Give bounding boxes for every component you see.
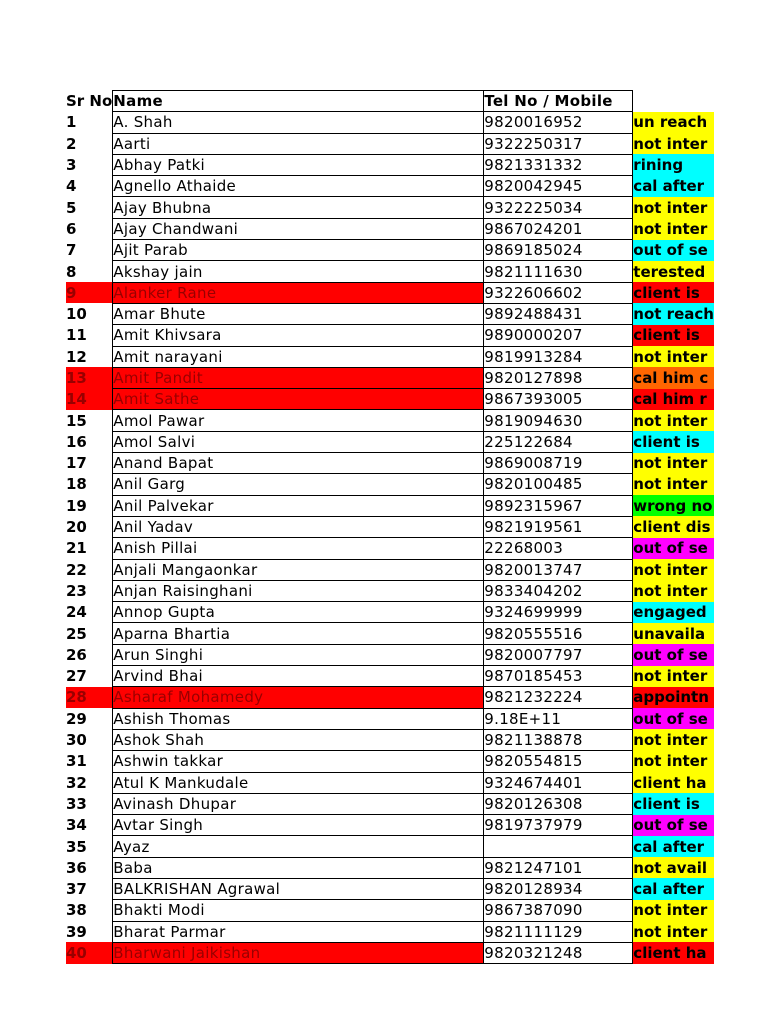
row-name[interactable]: Aarti: [113, 133, 484, 154]
row-tel[interactable]: 9867024201: [484, 218, 633, 239]
row-status[interactable]: engaged: [633, 602, 714, 623]
row-status[interactable]: not inter: [633, 410, 714, 431]
row-name[interactable]: Arun Singhi: [113, 644, 484, 665]
row-status[interactable]: out of se: [633, 644, 714, 665]
row-tel[interactable]: 9820126308: [484, 793, 633, 814]
row-sr-no[interactable]: 29: [66, 709, 87, 728]
table-body: [66, 91, 714, 964]
header-status[interactable]: [633, 91, 714, 112]
row-sr-no[interactable]: 20: [66, 518, 87, 537]
row-sr-no[interactable]: 38: [66, 901, 87, 920]
table-row: [66, 112, 714, 133]
row-sr-no[interactable]: 9: [66, 282, 113, 303]
row-name[interactable]: Amar Bhute: [113, 303, 484, 324]
table-row: [66, 197, 714, 218]
table-row: [66, 836, 714, 857]
row-sr-no[interactable]: 23: [66, 581, 87, 600]
table-row: [66, 602, 714, 623]
row-name[interactable]: Amit Sathe: [113, 389, 484, 410]
row-name[interactable]: Ajay Bhubna: [113, 197, 484, 218]
table-row: [66, 495, 714, 516]
row-sr-no[interactable]: 11: [66, 326, 87, 345]
row-tel[interactable]: 9821247101: [484, 857, 633, 878]
table-row: [66, 857, 714, 878]
table-row: [66, 793, 714, 814]
table-row: [66, 644, 714, 665]
table-row: [66, 772, 714, 793]
row-sr-no[interactable]: 17: [66, 454, 87, 473]
row-tel[interactable]: 9322606602: [484, 282, 633, 303]
row-status[interactable]: out of se: [633, 538, 714, 559]
row-name[interactable]: Amit Khivsara: [113, 325, 484, 346]
row-sr-no[interactable]: 5: [66, 198, 77, 217]
row-tel[interactable]: 9819094630: [484, 410, 633, 431]
row-status[interactable]: not inter: [633, 453, 714, 474]
row-sr-no[interactable]: 34: [66, 816, 87, 835]
row-tel[interactable]: 9821232224: [484, 687, 633, 708]
row-status[interactable]: client ha: [633, 772, 714, 793]
row-status[interactable]: client dis: [633, 516, 714, 537]
row-status[interactable]: cal after: [633, 878, 714, 899]
row-sr-no[interactable]: 8: [66, 262, 77, 281]
row-status[interactable]: cal him r: [633, 389, 714, 410]
table-row: [66, 751, 714, 772]
row-tel[interactable]: 9819737979: [484, 815, 633, 836]
row-name[interactable]: Ashish Thomas: [113, 708, 484, 729]
row-status[interactable]: not inter: [633, 559, 714, 580]
table-row: [66, 367, 714, 388]
row-tel[interactable]: 9322250317: [484, 133, 633, 154]
row-status[interactable]: client is: [633, 325, 714, 346]
row-sr-no[interactable]: 6: [66, 219, 77, 238]
row-name[interactable]: Asharaf Mohamedy: [113, 687, 484, 708]
row-status[interactable]: not inter: [633, 921, 714, 942]
row-name[interactable]: Avtar Singh: [113, 815, 484, 836]
row-status[interactable]: client is: [633, 282, 714, 303]
row-tel[interactable]: 9.18E+11: [484, 708, 633, 729]
row-name[interactable]: Anjali Mangaonkar: [113, 559, 484, 580]
row-name[interactable]: Baba: [113, 857, 484, 878]
row-name[interactable]: Atul K Mankudale: [113, 772, 484, 793]
row-name[interactable]: Amol Pawar: [113, 410, 484, 431]
row-name[interactable]: Anil Palvekar: [113, 495, 484, 516]
row-tel[interactable]: 9890000207: [484, 325, 633, 346]
row-name[interactable]: Abhay Patki: [113, 154, 484, 175]
row-sr-no[interactable]: 36: [66, 858, 87, 877]
table-row: [66, 815, 714, 836]
row-name[interactable]: Bhakti Modi: [113, 900, 484, 921]
row-status[interactable]: not inter: [633, 580, 714, 601]
row-tel[interactable]: 9892488431: [484, 303, 633, 324]
row-tel[interactable]: 9324674401: [484, 772, 633, 793]
row-status[interactable]: not avail: [633, 857, 714, 878]
row-status[interactable]: not inter: [633, 729, 714, 750]
table-row: [66, 303, 714, 324]
row-status[interactable]: client is: [633, 793, 714, 814]
row-status[interactable]: not inter: [633, 218, 714, 239]
row-status[interactable]: client ha: [633, 942, 714, 963]
row-sr-no[interactable]: 14: [66, 389, 113, 410]
row-tel[interactable]: 22268003: [484, 538, 633, 559]
row-sr-no[interactable]: 25: [66, 624, 87, 643]
row-sr-no[interactable]: 39: [66, 922, 87, 941]
row-tel[interactable]: 9821111630: [484, 261, 633, 282]
row-sr-no[interactable]: 32: [66, 773, 87, 792]
row-status[interactable]: not inter: [633, 346, 714, 367]
table-row: [66, 154, 714, 175]
row-status[interactable]: cal after: [633, 836, 714, 857]
table-row: [66, 878, 714, 899]
row-sr-no[interactable]: 7: [66, 241, 77, 260]
row-status[interactable]: out of se: [633, 815, 714, 836]
row-sr-no[interactable]: 31: [66, 752, 87, 771]
spreadsheet-table: [66, 90, 714, 964]
header-sr-no[interactable]: Sr No: [66, 92, 113, 111]
table-row: [66, 218, 714, 239]
table-row: [66, 623, 714, 644]
table-row: [66, 708, 714, 729]
row-tel[interactable]: 9820555516: [484, 623, 633, 644]
row-sr-no[interactable]: 16: [66, 432, 87, 451]
row-name[interactable]: Amit Pandit: [113, 367, 484, 388]
row-tel[interactable]: 9869008719: [484, 453, 633, 474]
row-tel[interactable]: 9867393005: [484, 389, 633, 410]
row-status[interactable]: wrong no: [633, 496, 713, 515]
row-status[interactable]: not inter: [633, 751, 714, 772]
row-tel[interactable]: 9820013747: [484, 559, 633, 580]
row-tel[interactable]: 9820127898: [484, 367, 633, 388]
row-tel[interactable]: 9820100485: [484, 474, 633, 495]
row-status[interactable]: not inter: [633, 474, 714, 495]
table-row: [66, 580, 714, 601]
header-name[interactable]: Name: [113, 91, 484, 112]
row-sr-no[interactable]: 21: [66, 539, 87, 558]
row-tel[interactable]: 9820321248: [484, 942, 633, 963]
row-name[interactable]: Avinash Dhupar: [113, 793, 484, 814]
row-status[interactable]: client is: [633, 431, 714, 452]
row-tel[interactable]: 9324699999: [484, 602, 633, 623]
table-row: [66, 133, 714, 154]
row-tel[interactable]: 9821111129: [484, 921, 633, 942]
row-name[interactable]: Anil Yadav: [113, 516, 484, 537]
table-row: [66, 282, 714, 303]
row-tel[interactable]: 9322225034: [484, 197, 633, 218]
table-row: [66, 261, 714, 282]
row-sr-no[interactable]: 24: [66, 603, 87, 622]
row-sr-no[interactable]: 3: [66, 156, 77, 175]
table-row: [66, 389, 714, 410]
row-status[interactable]: un reach: [633, 112, 714, 133]
table-row: [66, 559, 714, 580]
row-tel[interactable]: 9820042945: [484, 176, 633, 197]
row-sr-no[interactable]: 12: [66, 347, 87, 366]
row-sr-no[interactable]: 30: [66, 731, 87, 750]
table-row: [66, 942, 714, 963]
header-row: [66, 91, 714, 112]
row-tel[interactable]: 9869185024: [484, 240, 633, 261]
row-status[interactable]: not reach: [633, 305, 714, 324]
row-name[interactable]: Anand Bapat: [113, 453, 484, 474]
row-status[interactable]: not inter: [633, 133, 714, 154]
row-status[interactable]: not inter: [633, 666, 714, 687]
row-name[interactable]: Ayaz: [113, 836, 484, 857]
row-tel[interactable]: 9833404202: [484, 580, 633, 601]
row-name[interactable]: Bharat Parmar: [113, 921, 484, 942]
row-name[interactable]: Arvind Bhai: [113, 666, 484, 687]
table-row: [66, 325, 714, 346]
row-status[interactable]: unavaila: [633, 623, 714, 644]
row-tel[interactable]: 9820007797: [484, 644, 633, 665]
table-row: [66, 921, 714, 942]
row-sr-no[interactable]: 35: [66, 837, 87, 856]
row-sr-no[interactable]: 22: [66, 560, 87, 579]
row-status[interactable]: cal him c: [633, 367, 714, 388]
table-row: [66, 410, 714, 431]
table-row: [66, 346, 714, 367]
row-name[interactable]: Agnello Athaide: [113, 176, 484, 197]
row-name[interactable]: BALKRISHAN Agrawal: [113, 878, 484, 899]
row-status[interactable]: rining: [633, 154, 714, 175]
row-sr-no[interactable]: 2: [66, 134, 77, 153]
table-row: [66, 516, 714, 537]
row-tel[interactable]: 9821331332: [484, 154, 633, 175]
row-tel[interactable]: 9892315967: [484, 495, 633, 516]
row-status[interactable]: terested: [633, 261, 714, 282]
table-row: [66, 538, 714, 559]
row-name[interactable]: Amol Salvi: [113, 431, 484, 452]
row-tel[interactable]: 9821919561: [484, 516, 633, 537]
row-status[interactable]: not inter: [633, 900, 714, 921]
table-row: [66, 666, 714, 687]
table-row: [66, 474, 714, 495]
row-tel[interactable]: 9820554815: [484, 751, 633, 772]
row-sr-no[interactable]: 27: [66, 667, 87, 686]
row-status[interactable]: out of se: [633, 240, 714, 261]
row-tel[interactable]: 9867387090: [484, 900, 633, 921]
table-row: [66, 240, 714, 261]
row-tel[interactable]: 9820128934: [484, 878, 633, 899]
row-status[interactable]: appointn: [633, 687, 714, 708]
row-status[interactable]: out of se: [633, 708, 714, 729]
row-sr-no[interactable]: 1: [66, 113, 77, 132]
row-sr-no[interactable]: 28: [66, 687, 113, 708]
row-sr-no[interactable]: 19: [66, 496, 87, 515]
table-row: [66, 687, 714, 708]
row-name[interactable]: Ashwin takkar: [113, 751, 484, 772]
row-name[interactable]: Amit narayani: [113, 346, 484, 367]
table-row: [66, 176, 714, 197]
row-tel[interactable]: 9820016952: [484, 112, 633, 133]
table-row: [66, 900, 714, 921]
row-name[interactable]: Annop Gupta: [113, 602, 484, 623]
row-status[interactable]: cal after: [633, 176, 714, 197]
row-tel[interactable]: 9821138878: [484, 729, 633, 750]
row-name[interactable]: Anil Garg: [113, 474, 484, 495]
row-sr-no[interactable]: 15: [66, 411, 87, 430]
row-name[interactable]: Aparna Bhartia: [113, 623, 484, 644]
row-name[interactable]: Anish Pillai: [113, 538, 484, 559]
row-tel[interactable]: 9819913284: [484, 346, 633, 367]
table-row: [66, 431, 714, 452]
row-sr-no[interactable]: 26: [66, 645, 87, 664]
row-sr-no[interactable]: 33: [66, 794, 87, 813]
row-tel[interactable]: 225122684: [484, 431, 633, 452]
row-sr-no[interactable]: 4: [66, 177, 77, 196]
row-name[interactable]: Ashok Shah: [113, 729, 484, 750]
header-tel[interactable]: Tel No / Mobile: [484, 91, 633, 112]
row-sr-no[interactable]: 10: [66, 305, 87, 324]
row-sr-no[interactable]: 18: [66, 475, 87, 494]
row-name[interactable]: Akshay jain: [113, 261, 484, 282]
table-row: [66, 729, 714, 750]
row-status[interactable]: not inter: [633, 197, 714, 218]
row-sr-no[interactable]: 37: [66, 880, 87, 899]
row-name[interactable]: Ajay Chandwani: [113, 218, 484, 239]
row-tel[interactable]: [484, 836, 633, 857]
row-tel[interactable]: 9870185453: [484, 666, 633, 687]
row-name[interactable]: A. Shah: [113, 112, 484, 133]
row-sr-no[interactable]: 40: [66, 942, 113, 963]
row-name[interactable]: Alanker Rane: [113, 282, 484, 303]
row-name[interactable]: Ajit Parab: [113, 240, 484, 261]
row-name[interactable]: Anjan Raisinghani: [113, 580, 484, 601]
table-row: [66, 453, 714, 474]
row-name[interactable]: Bharwani Jaikishan: [113, 942, 484, 963]
row-sr-no[interactable]: 13: [66, 367, 113, 388]
